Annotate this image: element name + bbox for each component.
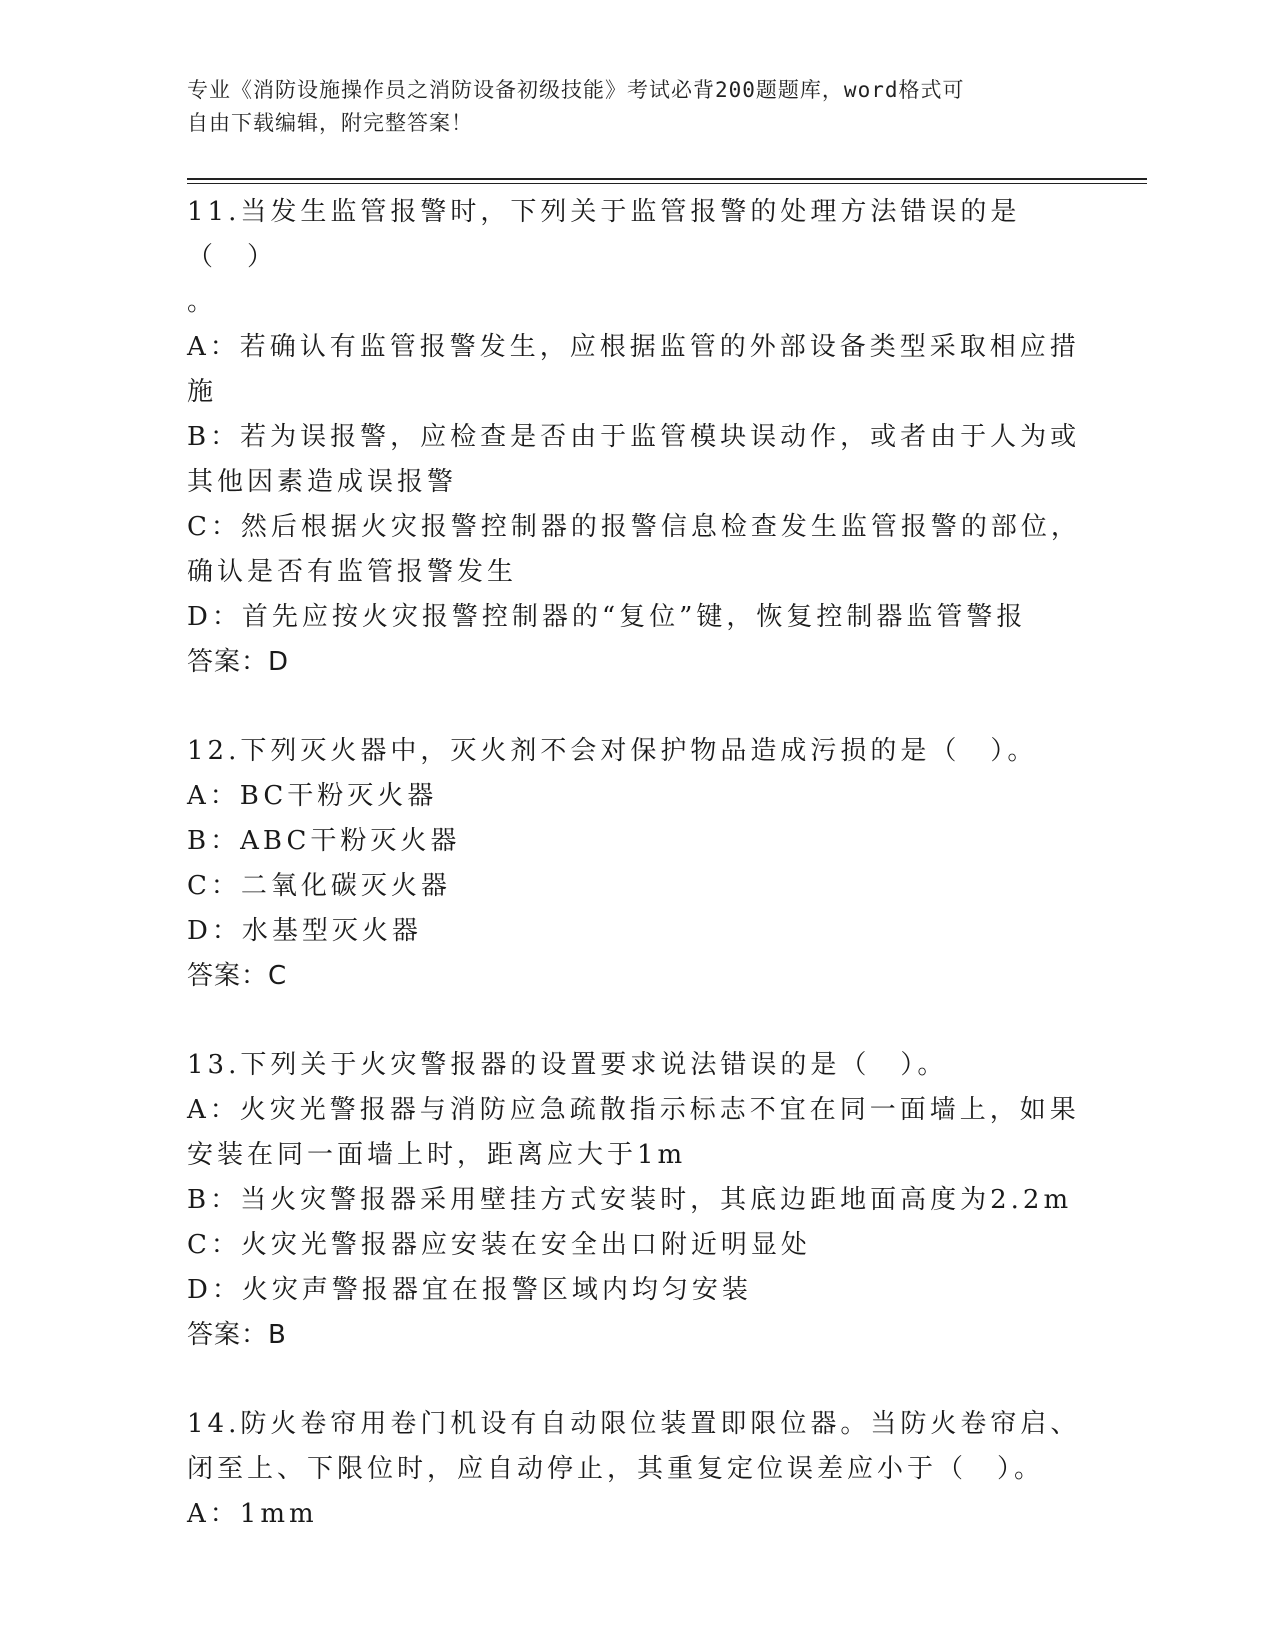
option-b: B：若为误报警，应检查是否由于监管模块误动作，或者由于人为或其他因素造成误报警 — [187, 422, 1081, 497]
option-c: C：火灾光警报器应安装在安全出口附近明显处 — [187, 1230, 811, 1260]
answer: 答案：C — [187, 961, 288, 991]
question-12 — [187, 729, 1087, 999]
question-stem: 13.下列关于火灾警报器的设置要求说法错误的是（ ）。 — [187, 1050, 948, 1080]
option-b: B：当火灾警报器采用壁挂方式安装时，其底边距地面高度为2.2m — [187, 1185, 1073, 1215]
question-stem-tail: 。 — [187, 287, 218, 317]
option-d: D：首先应按火灾报警控制器的“复位”键，恢复控制器监管警报 — [187, 602, 1027, 632]
question-14 — [187, 1402, 1087, 1537]
header-divider-thin — [187, 183, 1147, 184]
question-list — [187, 190, 1087, 1581]
question-stem: 12.下列灭火器中，灭火剂不会对保护物品造成污损的是（ ）。 — [187, 736, 1038, 766]
option-c: C：然后根据火灾报警控制器的报警信息检查发生监管报警的部位，确认是否有监管报警发生 — [187, 512, 1081, 587]
option-c: C：二氧化碳灭火器 — [187, 871, 451, 901]
question-11 — [187, 190, 1087, 685]
option-d: D：火灾声警报器宜在报警区域内均匀安装 — [187, 1275, 752, 1305]
header-line-1: 专业《消防设施操作员之消防设备初级技能》考试必背200题题库，word格式可 — [187, 78, 965, 102]
option-a: A：若确认有监管报警发生，应根据监管的外部设备类型采取相应措施 — [187, 332, 1080, 407]
option-a: A：BC干粉灭火器 — [187, 781, 438, 811]
header-divider — [187, 178, 1147, 180]
option-b: B：ABC干粉灭火器 — [187, 826, 461, 856]
question-stem: 11.当发生监管报警时，下列关于监管报警的处理方法错误的是（ ） — [187, 197, 1021, 272]
question-13 — [187, 1043, 1087, 1358]
document-header — [187, 74, 1067, 140]
answer: 答案：D — [187, 647, 290, 677]
option-a: A：火灾光警报器与消防应急疏散指示标志不宜在同一面墙上，如果安装在同一面墙上时，距离应大于1m — [187, 1095, 1080, 1170]
answer: 答案：B — [187, 1320, 287, 1350]
question-stem: 14.防火卷帘用卷门机设有自动限位装置即限位器。当防火卷帘启、闭至上、下限位时，应自动停止，其重复定位误差应小于（ ）。 — [187, 1409, 1081, 1484]
option-d: D：水基型灭火器 — [187, 916, 422, 946]
option-a: A：1mm — [187, 1499, 318, 1529]
header-line-2: 自由下载编辑，附完整答案！ — [187, 111, 473, 135]
